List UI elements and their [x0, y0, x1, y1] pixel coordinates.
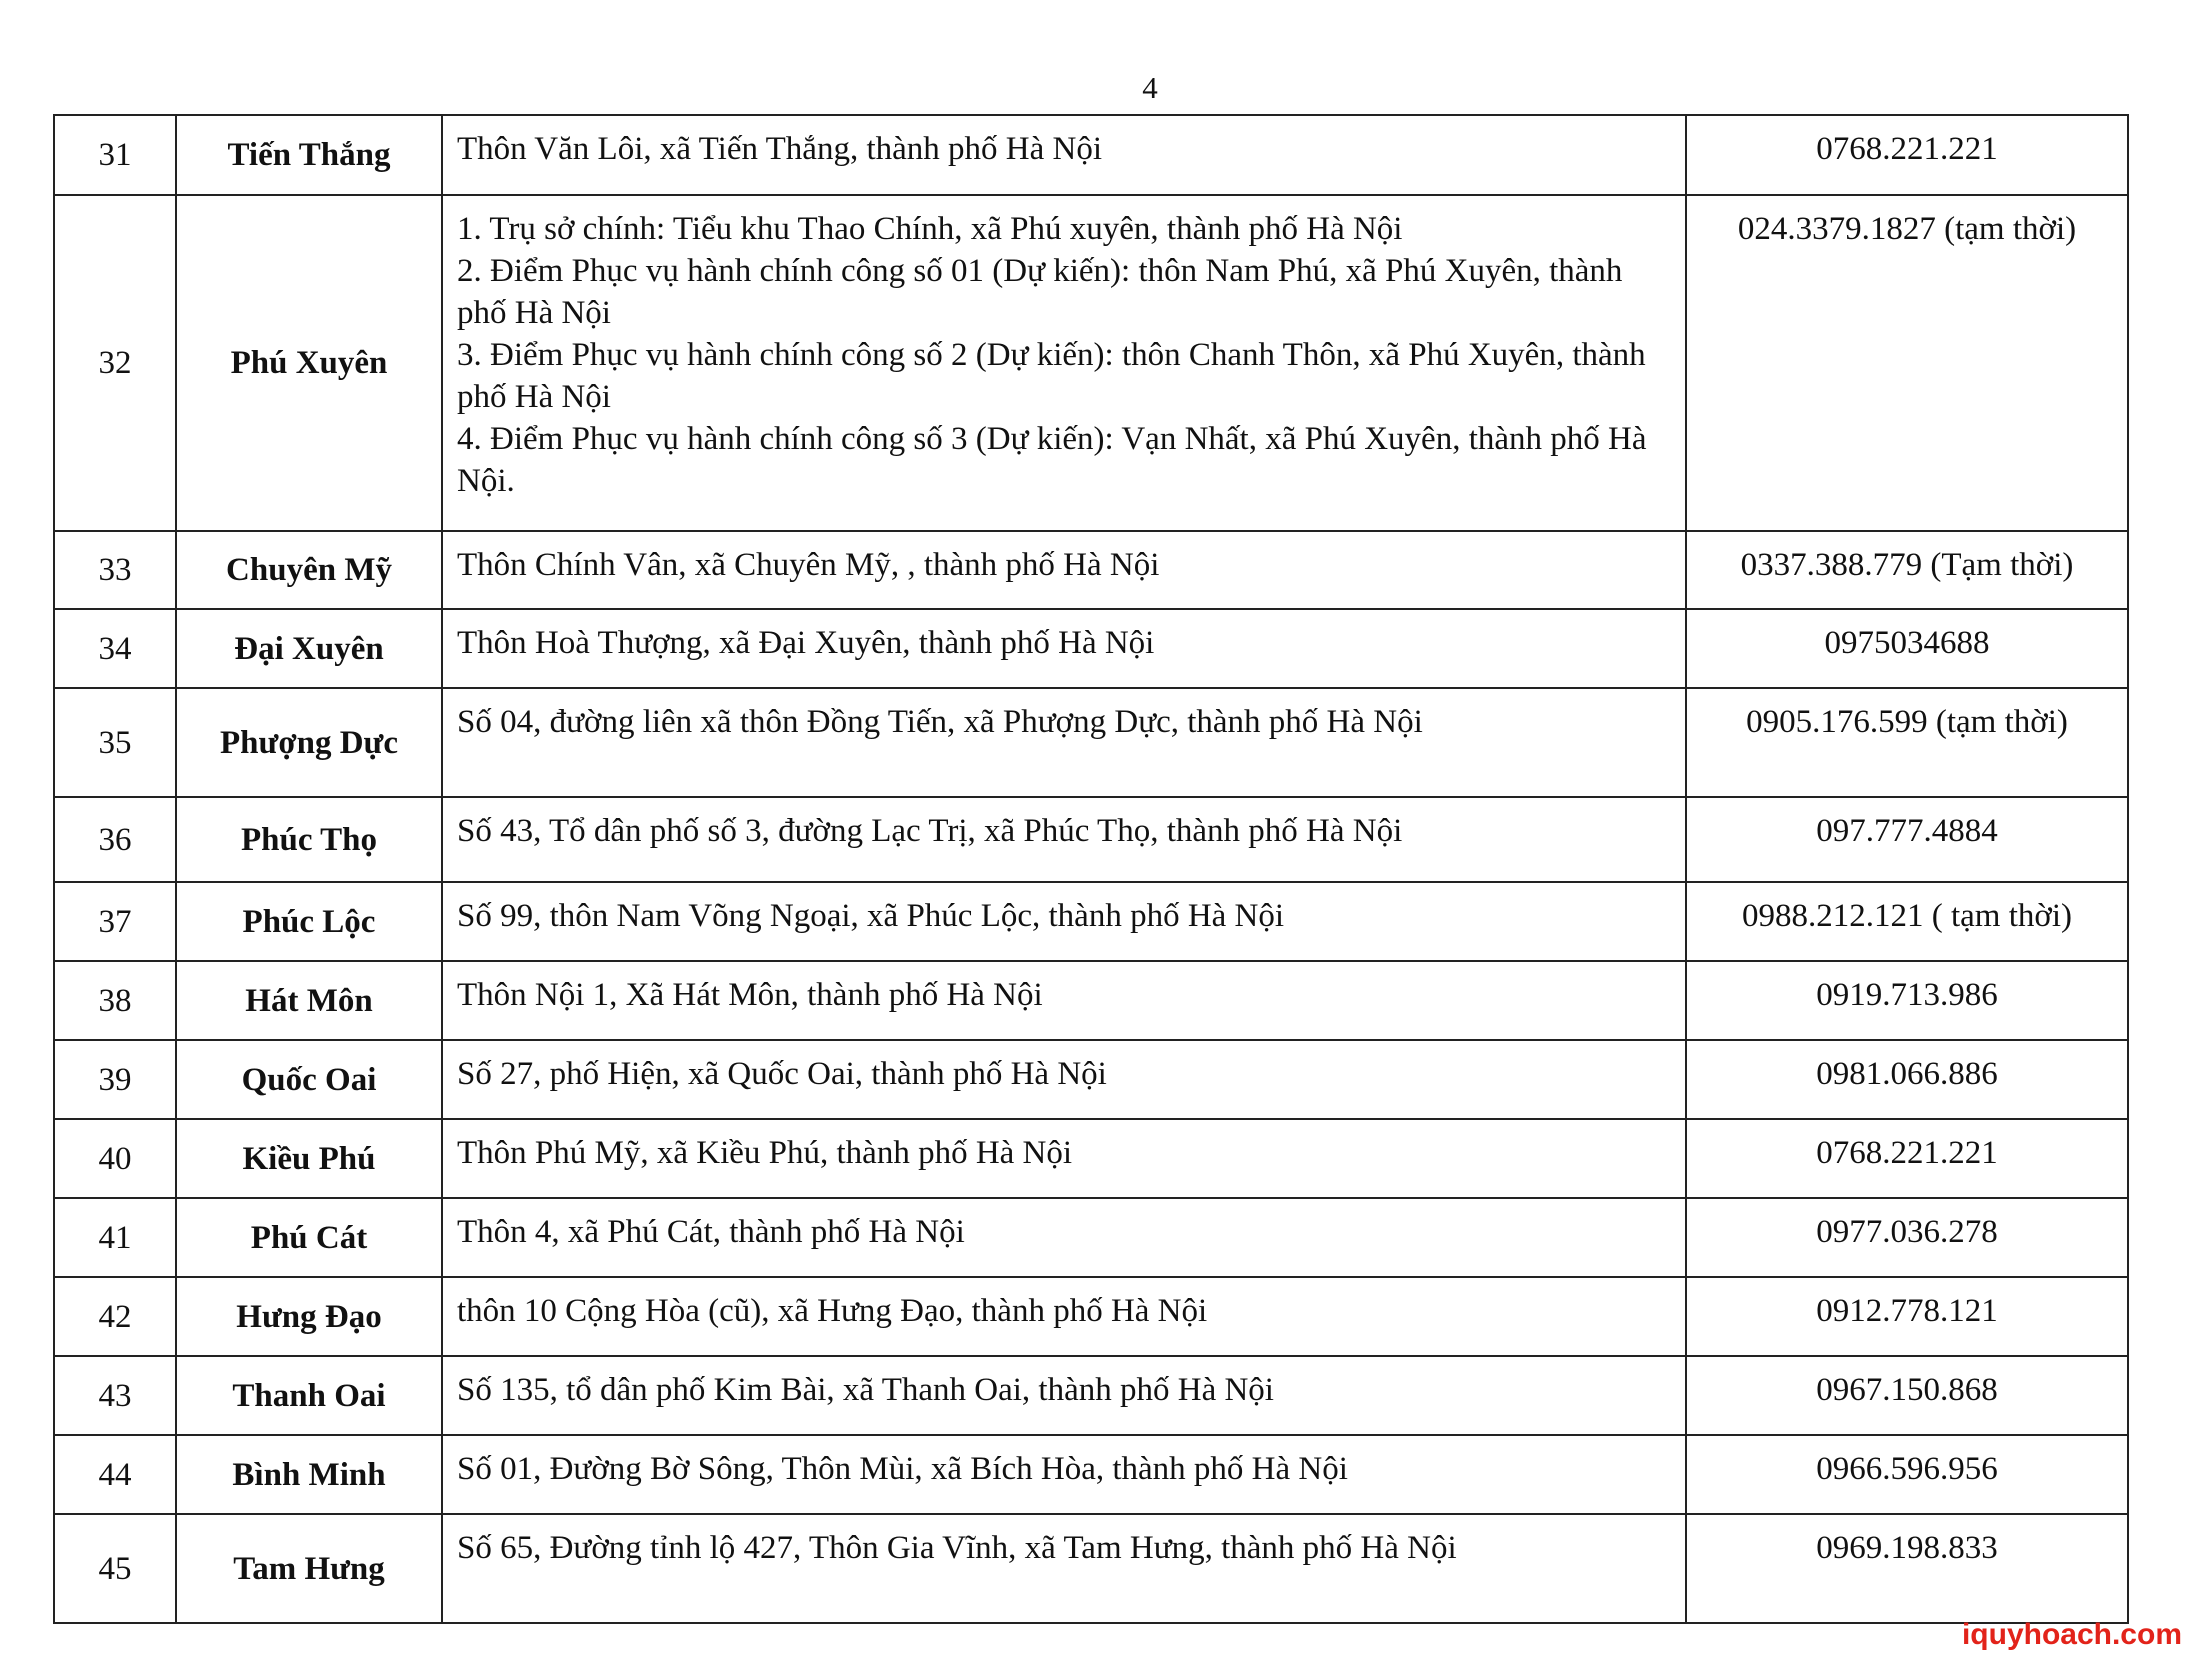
address-cell	[442, 531, 1686, 609]
commune-name: Thanh Oai	[176, 1356, 442, 1435]
row-number: 37	[54, 882, 176, 961]
table-row	[54, 797, 2128, 882]
row-number: 38	[54, 961, 176, 1040]
commune-name: Chuyên Mỹ	[176, 531, 442, 609]
commune-name: Bình Minh	[176, 1435, 442, 1514]
address-line: Thôn Văn Lôi, xã Tiến Thắng, thành phố Hà Nội	[457, 131, 1102, 167]
table-row	[54, 531, 2128, 609]
row-number: 40	[54, 1119, 176, 1198]
phone-number: 097.777.4884	[1686, 797, 2128, 882]
address-line: Thôn 4, xã Phú Cát, thành phố Hà Nội	[457, 1214, 965, 1250]
address-cell	[442, 195, 1686, 531]
address-cell	[442, 797, 1686, 882]
row-number: 43	[54, 1356, 176, 1435]
table-row	[54, 688, 2128, 797]
address-line: Thôn Chính Vân, xã Chuyên Mỹ, , thành phố Hà Nội	[457, 547, 1160, 583]
commune-name: Phú Cát	[176, 1198, 442, 1277]
address-line: Số 65, Đường tỉnh lộ 427, Thôn Gia Vĩnh, xã Tam Hưng, thành phố Hà Nội	[457, 1530, 1457, 1566]
phone-number: 0977.036.278	[1686, 1198, 2128, 1277]
commune-name: Tam Hưng	[176, 1514, 442, 1623]
address-cell	[442, 1119, 1686, 1198]
phone-number: 0969.198.833	[1686, 1514, 2128, 1623]
table-body	[54, 115, 2128, 1623]
address-cell	[442, 961, 1686, 1040]
table-row	[54, 1514, 2128, 1623]
row-number: 45	[54, 1514, 176, 1623]
watermark-logo: iquyhoach.com	[1961, 1618, 2182, 1651]
table-row	[54, 195, 2128, 531]
phone-number: 0768.221.221	[1686, 115, 2128, 195]
commune-name: Đại Xuyên	[176, 609, 442, 688]
phone-number: 0967.150.868	[1686, 1356, 2128, 1435]
address-line: 1. Trụ sở chính: Tiểu khu Thao Chính, xã Phú xuyên, thành phố Hà Nội	[457, 211, 1403, 247]
address-line: 2. Điểm Phục vụ hành chính công số 01 (Dự kiến): thôn Nam Phú, xã Phú Xuyên, thành phố Hà Nội	[457, 253, 1623, 331]
address-line: thôn 10 Cộng Hòa (cũ), xã Hưng Đạo, thành phố Hà Nội	[457, 1293, 1208, 1329]
address-cell	[442, 1514, 1686, 1623]
commune-name: Kiều Phú	[176, 1119, 442, 1198]
table-row	[54, 882, 2128, 961]
table-row	[54, 1356, 2128, 1435]
table-row	[54, 961, 2128, 1040]
address-line: Thôn Hoà Thượng, xã Đại Xuyên, thành phố Hà Nội	[457, 625, 1155, 661]
phone-number: 0988.212.121 ( tạm thời)	[1686, 882, 2128, 961]
phone-number: 0975034688	[1686, 609, 2128, 688]
commune-name: Phúc Thọ	[176, 797, 442, 882]
table-row	[54, 1277, 2128, 1356]
row-number: 32	[54, 195, 176, 531]
phone-number: 0337.388.779 (Tạm thời)	[1686, 531, 2128, 609]
row-number: 34	[54, 609, 176, 688]
phone-number: 0768.221.221	[1686, 1119, 2128, 1198]
row-number: 35	[54, 688, 176, 797]
phone-number: 0966.596.956	[1686, 1435, 2128, 1514]
commune-name: Phượng Dực	[176, 688, 442, 797]
address-cell	[442, 115, 1686, 195]
commune-name: Phú Xuyên	[176, 195, 442, 531]
row-number: 31	[54, 115, 176, 195]
address-cell	[442, 882, 1686, 961]
address-cell	[442, 688, 1686, 797]
table-row	[54, 1040, 2128, 1119]
phone-number: 024.3379.1827 (tạm thời)	[1686, 195, 2128, 531]
address-line: Số 43, Tổ dân phố số 3, đường Lạc Trị, xã Phúc Thọ, thành phố Hà Nội	[457, 813, 1403, 849]
table-row	[54, 609, 2128, 688]
phone-number: 0905.176.599 (tạm thời)	[1686, 688, 2128, 797]
table-row	[54, 1435, 2128, 1514]
address-line: Số 04, đường liên xã thôn Đồng Tiến, xã Phượng Dực, thành phố Hà Nội	[457, 704, 1423, 740]
address-cell	[442, 609, 1686, 688]
table-row	[54, 1119, 2128, 1198]
row-number: 42	[54, 1277, 176, 1356]
address-cell	[442, 1040, 1686, 1119]
address-line: 3. Điểm Phục vụ hành chính công số 2 (Dự kiến): thôn Chanh Thôn, xã Phú Xuyên, thành phố Hà Nội	[457, 337, 1646, 415]
address-line: Số 99, thôn Nam Võng Ngoại, xã Phúc Lộc, thành phố Hà Nội	[457, 898, 1285, 934]
row-number: 39	[54, 1040, 176, 1119]
table-row	[54, 1198, 2128, 1277]
address-cell	[442, 1277, 1686, 1356]
commune-name: Hát Môn	[176, 961, 442, 1040]
phone-number: 0912.778.121	[1686, 1277, 2128, 1356]
commune-name: Phúc Lộc	[176, 882, 442, 961]
address-line: Số 27, phố Hiện, xã Quốc Oai, thành phố Hà Nội	[457, 1056, 1107, 1092]
phone-number: 0981.066.886	[1686, 1040, 2128, 1119]
contact-table	[53, 114, 2129, 1624]
row-number: 36	[54, 797, 176, 882]
commune-name: Hưng Đạo	[176, 1277, 442, 1356]
commune-name: Quốc Oai	[176, 1040, 442, 1119]
address-cell	[442, 1198, 1686, 1277]
page-number: 4	[1142, 70, 1158, 105]
address-line: Số 135, tổ dân phố Kim Bài, xã Thanh Oai, thành phố Hà Nội	[457, 1372, 1274, 1408]
address-line: Số 01, Đường Bờ Sông, Thôn Mùi, xã Bích Hòa, thành phố Hà Nội	[457, 1451, 1348, 1487]
address-line: Thôn Phú Mỹ, xã Kiều Phú, thành phố Hà Nội	[457, 1135, 1073, 1171]
address-cell	[442, 1435, 1686, 1514]
row-number: 44	[54, 1435, 176, 1514]
table-row	[54, 115, 2128, 195]
address-line: Thôn Nội 1, Xã Hát Môn, thành phố Hà Nội	[457, 977, 1043, 1013]
row-number: 33	[54, 531, 176, 609]
commune-name: Tiến Thắng	[176, 115, 442, 195]
address-line: 4. Điểm Phục vụ hành chính công số 3 (Dự kiến): Vạn Nhất, xã Phú Xuyên, thành phố Hà Nội.	[457, 421, 1647, 499]
phone-number: 0919.713.986	[1686, 961, 2128, 1040]
row-number: 41	[54, 1198, 176, 1277]
address-cell	[442, 1356, 1686, 1435]
